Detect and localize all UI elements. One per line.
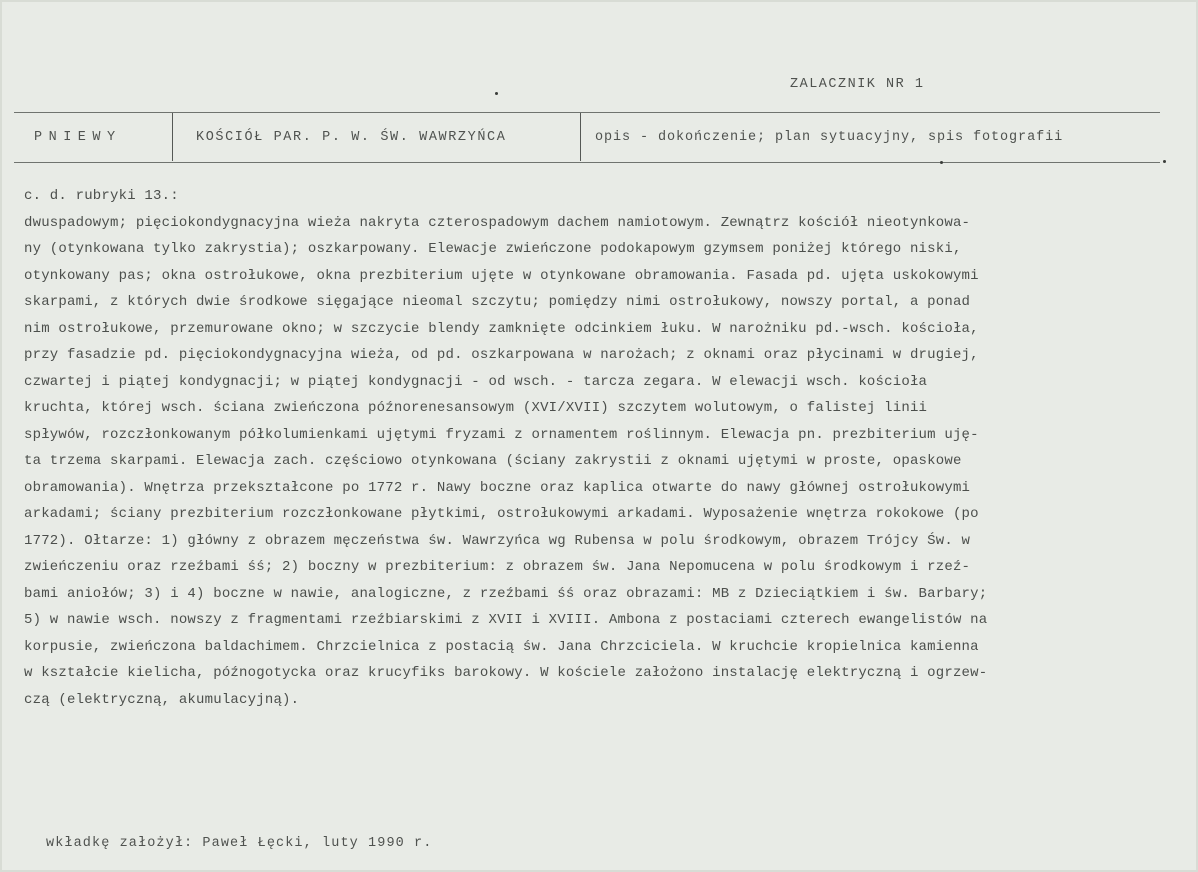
text-line: obramowania). Wnętrza przekształcone po 1772 r. Nawy boczne oraz kaplica otwarte do nawy głównej ostrołukowymi bbox=[24, 479, 971, 496]
place-name: PNIEWY bbox=[34, 130, 122, 145]
text-line: 1772). Ołtarze: 1) główny z obrazem męczeństwa św. Wawrzyńca wg Rubensa w polu środkowym, obrazem Trójcy Św. w bbox=[24, 532, 971, 549]
text-line: dwuspadowym; pięciokondygnacyjna wieża nakryta czterospadowym dachem namiotowym. Zewnątrz kościół nieotynkowa- bbox=[24, 214, 971, 231]
text-line: zwieńczeniu oraz rzeźbami śś; 2) boczny w prezbiterium: z obrazem św. Jana Nepomucena w polu środkowym i rzeź- bbox=[24, 559, 971, 575]
attachment-label: ZALACZNIK NR 1 bbox=[790, 77, 925, 92]
ink-speck bbox=[940, 161, 943, 164]
description-text bbox=[24, 183, 1174, 713]
header-bottom-rule bbox=[14, 162, 1160, 163]
header-top-rule bbox=[14, 112, 1160, 113]
object-name: KOŚCIÓŁ PAR. P. W. ŚW. WAWRZYŃCA bbox=[196, 130, 507, 145]
text-line: ta trzema skarpami. Elewacja zach. częściowo otynkowana (ściany zakrystii z oknami ujętymi w proste, opaskowe bbox=[24, 453, 962, 469]
text-line: spływów, rozczłonkowanym półkolumienkami ujętymi fryzami z ornamentem roślinnym. Elewacja pn. prezbiterium uję- bbox=[24, 426, 979, 443]
header-divider bbox=[580, 113, 581, 161]
text-line: bami aniołów; 3) i 4) boczne w nawie, analogiczne, z rzeźbami śś oraz obrazami: MB z Dzieciątkiem i św. Barbary; bbox=[24, 585, 988, 602]
text-line: w kształcie kielicha, późnogotycka oraz krucyfiks barokowy. W kościele założono instalację elektryczną i ogrzew- bbox=[24, 665, 988, 681]
text-line: otynkowany pas; okna ostrołukowe, okna prezbiterium ujęte w otynkowane obramowania. Fasada pd. ujęta uskokowymi bbox=[24, 267, 979, 284]
header-divider bbox=[172, 113, 173, 161]
sheet-description: opis - dokończenie; plan sytuacyjny, spis fotografii bbox=[595, 130, 1064, 145]
text-line: ny (otynkowana tylko zakrystia); oszkarpowany. Elewacje zwieńczone podokapowym gzymsem poniżej którego niski, bbox=[24, 241, 962, 257]
text-line: kruchta, której wsch. ściana zwieńczona późnorenesansowym (XVI/XVII) szczytem wolutowym, o falistej linii bbox=[24, 400, 928, 416]
text-line: arkadami; ściany prezbiterium rozczłonkowane płytkimi, ostrołukowymi arkadami. Wyposażenie wnętrza rokokowe (po bbox=[24, 506, 979, 522]
text-line: 5) w nawie wsch. nowszy z fragmentami rzeźbiarskimi z XVII i XVIII. Ambona z postaciami czterech ewangelistów na bbox=[24, 612, 988, 628]
text-line: czwartej i piątej kondygnacji; w piątej kondygnacji - od wsch. - tarcza zegara. W elewacji wsch. kościoła bbox=[24, 373, 928, 390]
text-line: nim ostrołukowe, przemurowane okno; w szczycie blendy zamknięte odcinkiem łuku. W narożniku pd.-wsch. kościoła, bbox=[24, 320, 979, 337]
text-line: c. d. rubryki 13.: bbox=[24, 188, 179, 204]
text-line: przy fasadzie pd. pięciokondygnacyjna wieża, od pd. oszkarpowana w narożach; z oknami oraz płycinami w drugiej, bbox=[24, 347, 979, 363]
text-line: skarpami, z których dwie środkowe sięgające nieomal szczytu; pomiędzy nimi ostrołukowy, nowszy portal, a ponad bbox=[24, 294, 971, 310]
author-note: wkładkę założył: Paweł Łęcki, luty 1990 r. bbox=[46, 836, 433, 851]
text-line: czą (elektryczną, akumulacyjną). bbox=[24, 691, 300, 708]
ink-speck bbox=[1163, 160, 1166, 163]
text-line: korpusie, zwieńczona baldachimem. Chrzcielnica z postacią św. Jana Chrzciciela. W kruchcie kropielnica kamienna bbox=[24, 638, 979, 655]
ink-speck bbox=[495, 92, 498, 95]
